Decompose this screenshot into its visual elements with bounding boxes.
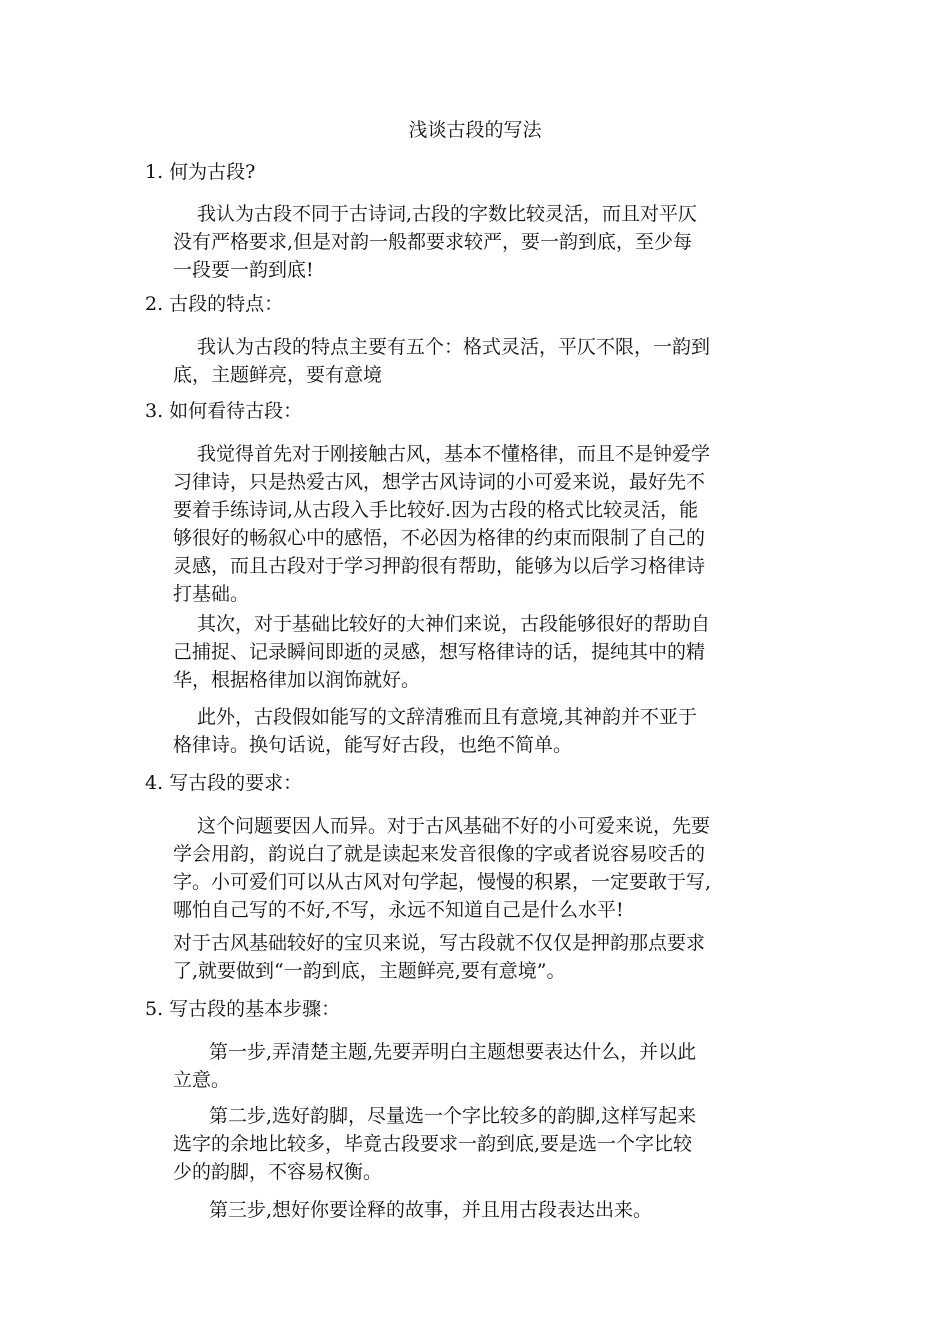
text-line: 选字的余地比较多，毕竟古段要求一韵到底,要是选一个字比较 xyxy=(173,1133,693,1155)
text-line: 底，主题鲜亮，要有意境 xyxy=(173,364,383,386)
section-heading: 3. 如何看待古段： xyxy=(145,400,303,422)
text-line: 华，根据格律加以润饰就好。 xyxy=(173,669,421,691)
text-line: 够很好的畅叙心中的感悟，不必因为格律的约束而限制了自己的 xyxy=(173,527,706,549)
text-line: 要着手练诗词,从古段入手比较好.因为古段的格式比较灵活，能 xyxy=(173,499,699,521)
text-line: 其次，对于基础比较好的大神们来说，古段能够很好的帮助自 xyxy=(197,613,711,635)
text-line: 第三步,想好你要诠释的故事，并且用古段表达出来。 xyxy=(209,1199,653,1221)
paragraph xyxy=(173,1196,813,1224)
paragraph xyxy=(173,703,813,759)
paragraph xyxy=(173,929,813,985)
text-line: 打基础。 xyxy=(173,583,250,605)
text-line: 了,就要做到“一韵到底，主题鲜亮,要有意境”。 xyxy=(173,960,566,982)
text-line: 格律诗。换句话说，能写好古段，也绝不简单。 xyxy=(173,734,573,756)
paragraph xyxy=(173,610,813,694)
document-title: 浅谈古段的写法 xyxy=(408,119,542,141)
section-heading: 5. 写古段的基本步骤： xyxy=(145,998,341,1020)
section-heading: 4. 写古段的要求： xyxy=(145,772,303,794)
text-line: 我认为古段不同于古诗词,古段的字数比较灵活，而且对平仄 xyxy=(197,203,698,225)
text-line: 习律诗，只是热爱古风，想学古风诗词的小可爱来说，最好先不 xyxy=(173,471,706,493)
text-line: 灵感，而且古段对于学习押韵很有帮助，能够为以后学习格律诗 xyxy=(173,555,706,577)
text-line: 我觉得首先对于刚接触古风，基本不懂格律，而且不是钟爱学 xyxy=(197,443,711,465)
section-heading: 2. 古段的特点： xyxy=(145,293,284,315)
text-line: 己捕捉、记录瞬间即逝的灵感，想写格律诗的话，提纯其中的精 xyxy=(173,641,706,663)
paragraph xyxy=(173,333,813,389)
paragraph xyxy=(173,812,813,924)
text-line: 少的韵脚，不容易权衡。 xyxy=(173,1161,383,1183)
text-line: 第二步,选好韵脚，尽量选一个字比较多的韵脚,这样写起来 xyxy=(209,1105,697,1127)
text-line: 第一步,弄清楚主题,先要弄明白主题想要表达什么，并以此 xyxy=(209,1041,697,1063)
paragraph xyxy=(173,200,813,284)
paragraph xyxy=(173,440,813,608)
text-line: 字。小可爱们可以从古风对句学起，慢慢的积累，一定要敢于写, xyxy=(173,871,712,893)
text-line: 我认为古段的特点主要有五个：格式灵活，平仄不限，一韵到 xyxy=(197,336,711,358)
text-line: 学会用韵，韵说白了就是读起来发音很像的字或者说容易咬舌的 xyxy=(173,843,706,865)
text-line: 这个问题要因人而异。对于古风基础不好的小可爱来说，先要 xyxy=(197,815,711,837)
text-line: 此外，古段假如能写的文辞清雅而且有意境,其神韵并不亚于 xyxy=(197,706,698,728)
paragraph xyxy=(173,1038,813,1094)
paragraph xyxy=(173,1102,813,1186)
text-line: 立意。 xyxy=(173,1069,231,1091)
text-line: 没有严格要求,但是对韵一般都要求较严，要一韵到底，至少每 xyxy=(173,231,693,253)
text-line: 一段要一韵到底! xyxy=(173,259,314,281)
text-line: 哪怕自己写的不好,不写，永远不知道自己是什么水平! xyxy=(173,899,624,921)
section-heading: 1. 何为古段? xyxy=(145,161,256,183)
text-line: 对于古风基础较好的宝贝来说，写古段就不仅仅是押韵那点要求 xyxy=(173,932,706,954)
